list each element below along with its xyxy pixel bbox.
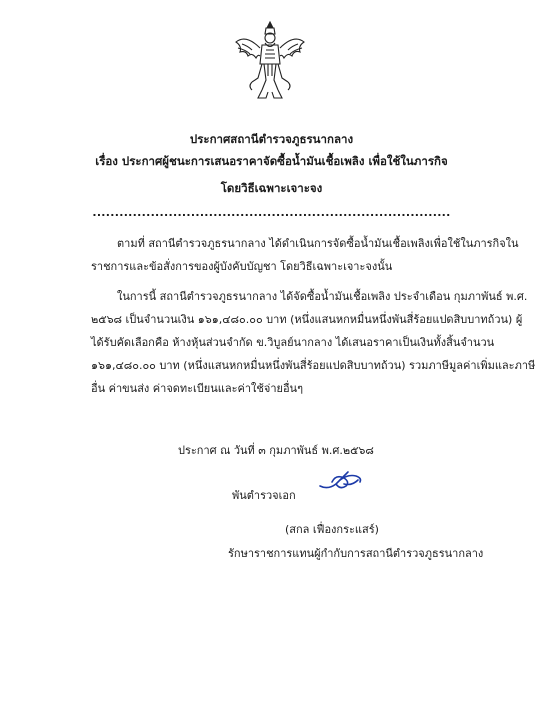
paragraph-2-line: ได้รับคัดเลือกคือ ห้างหุ้นส่วนจำกัด ข.วิบูลย์นากลาง ได้เสนอราคาเป็นเงินทั้งสิ้นจำนวน (91, 336, 495, 349)
garuda-emblem-icon (232, 20, 308, 104)
paragraph-2-line: ๑๖๑,๔๘๐.๐๐ บาท (หนึ่งแสนหกหมื่นหนึ่งพันสี่ร้อยแปดสิบบาทถ้วน) รวมภาษีมูลค่าเพิ่มและภาษี (91, 359, 536, 372)
paragraph-1-line: ราชการและข้อสั่งการของผู้บังคับบัญชา โดยวิธีเฉพาะเจาะจงนั้น (91, 260, 393, 273)
paragraph-2-line: อื่น ค่าขนส่ง ค่าจดทะเบียนและค่าใช้จ่ายอื่นๆ (91, 382, 303, 395)
dotted-separator: ................................................................................ (92, 206, 451, 219)
signer-name: (สกล เฟื่องกระแสร์) (285, 523, 379, 536)
announcement-subject: เรื่อง ประกาศผู้ชนะการเสนอราคาจัดซื้อน้ำมันเชื้อเพลิง เพื่อใช้ในภารกิจ (95, 154, 448, 168)
announcement-title: ประกาศสถานีตำรวจภูธรนากลาง (189, 132, 354, 146)
signer-position: รักษาราชการแทนผู้กำกับการสถานีตำรวจภูธรนากลาง (228, 547, 484, 560)
announcement-date: ประกาศ ณ วันที่ ๓ กุมภาพันธ์ พ.ศ.๒๕๖๘ (178, 444, 374, 457)
procurement-method: โดยวิธีเฉพาะเจาะจง (220, 181, 323, 195)
paragraph-2-line: ในการนี้ สถานีตำรวจภูธรนากลาง ได้จัดซื้อน้ำมันเชื้อเพลิง ประจำเดือน กุมภาพันธ์ พ.ศ. (117, 290, 528, 303)
handwritten-signature (318, 468, 366, 492)
paragraph-1-line: ตามที่ สถานีตำรวจภูธรนากลาง ได้ดำเนินการจัดซื้อน้ำมันเชื้อเพลิงเพื่อใช้ในภารกิจใน (117, 237, 519, 250)
paragraph-2-line: ๒๕๖๘ เป็นจำนวนเงิน ๑๖๑,๔๘๐.๐๐ บาท (หนึ่งแสนหกหมื่นหนึ่งพันสี่ร้อยแปดสิบบาทถ้วน) ผู้ (91, 313, 523, 326)
signer-rank: พันตำรวจเอก (232, 489, 296, 502)
